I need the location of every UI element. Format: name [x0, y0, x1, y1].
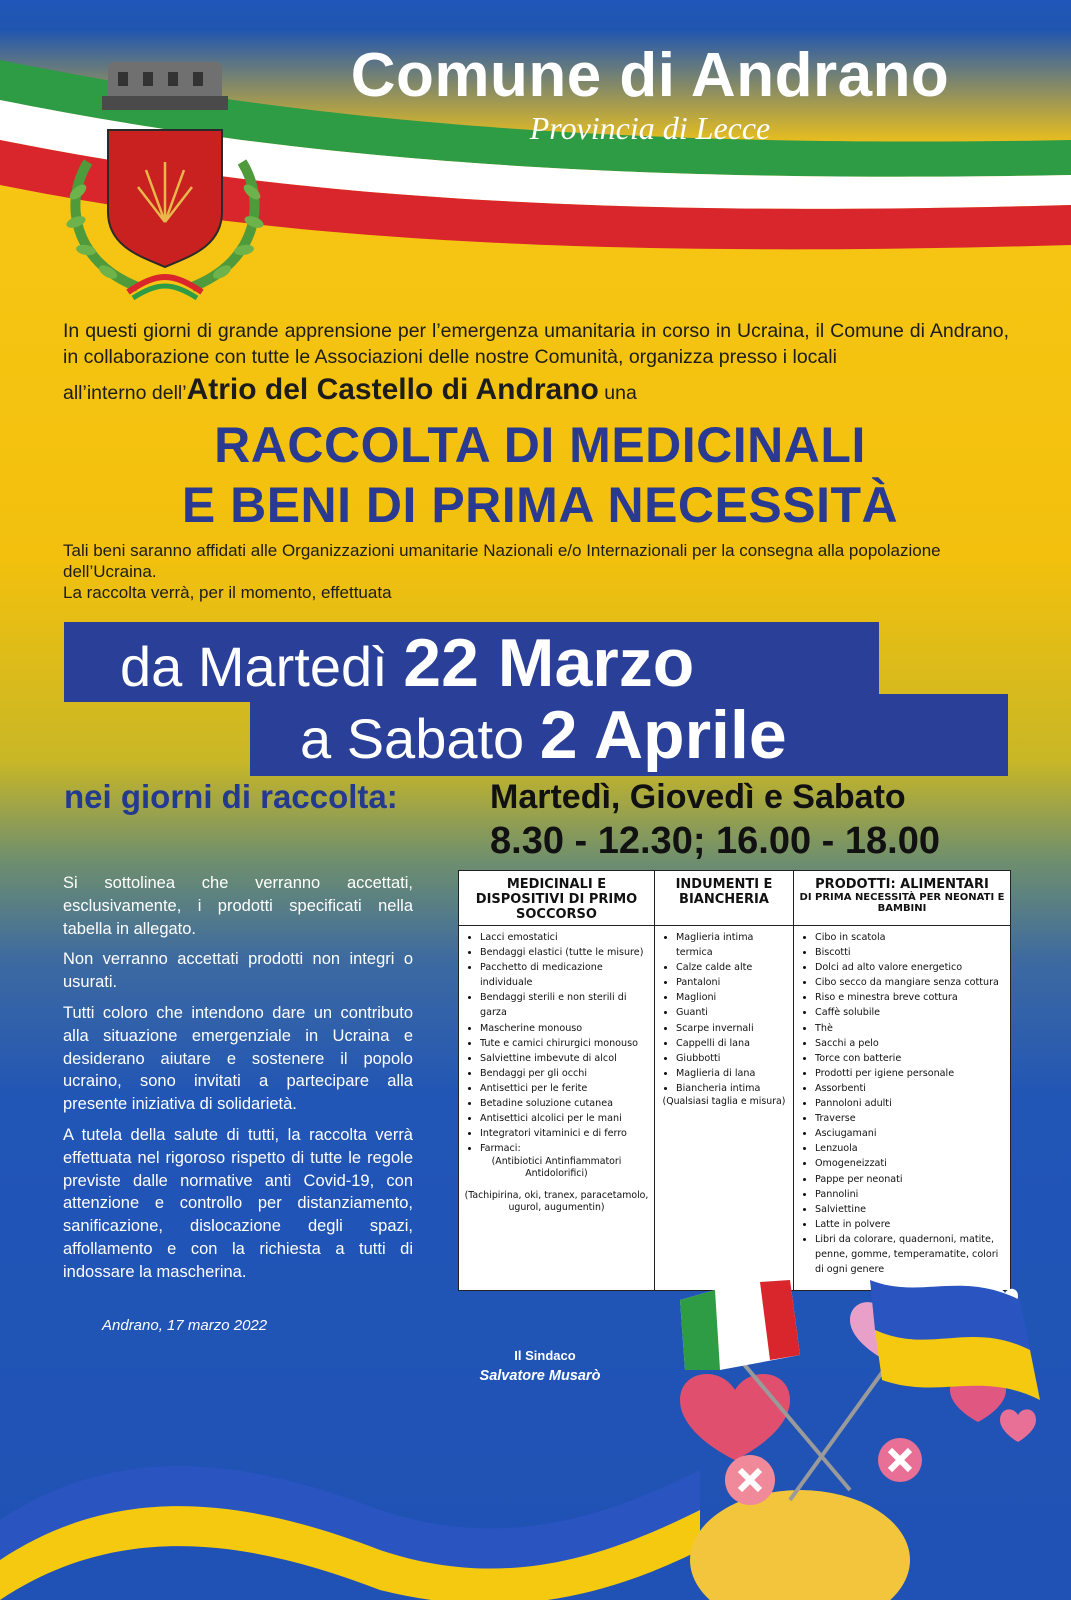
list-item: • Torce con batterie [815, 1051, 1007, 1066]
list-item: • Prodotti per igiene personale [815, 1066, 1007, 1081]
list-item: • Biancheria intima [676, 1081, 790, 1096]
info-paragraph-2: Non verranno accettati prodotti non integri o usurati. [63, 950, 413, 992]
list-item: • Bendaggi per gli occhi [480, 1066, 651, 1081]
list-item: • Caffè solubile [815, 1005, 1007, 1020]
list-item: • Dolci ad alto valore energetico [815, 960, 1007, 975]
prodotti-list [797, 930, 1007, 1277]
headline-line-2: E BENI DI PRIMA NECESSITÀ [181, 477, 899, 533]
schedule-days: Martedì, Giovedì e Sabato [490, 778, 906, 816]
date-to-value: 2 Aprile [539, 697, 787, 773]
schedule-hours: 8.30 - 12.30; 16.00 - 18.00 [490, 820, 940, 862]
list-item: • Mascherine monouso [480, 1021, 651, 1036]
intro-place-line [63, 373, 1009, 407]
list-item: • Cappelli di lana [676, 1036, 790, 1051]
intro-suffix: una [604, 382, 637, 404]
coat-of-arms-icon [58, 52, 272, 310]
page-subtitle: Provincia di Lecce [529, 110, 771, 146]
list-item: • Omogeneizzati [815, 1156, 1007, 1171]
list-item: • Libri da colorare, quadernoni, matite, penne, gomme, temperamatite, colori di ogni genere [815, 1232, 1007, 1277]
table-col-medicinali [459, 926, 655, 1291]
list-item: • Sacchi a pelo [815, 1036, 1007, 1051]
list-item: • Assorbenti [815, 1081, 1007, 1096]
headline [40, 415, 1040, 535]
list-item: • Riso e minestra breve cottura [815, 990, 1007, 1005]
list-item: • Pannolini [815, 1187, 1007, 1202]
table-col-indumenti [655, 926, 794, 1291]
info-paragraph-1: Si sottolinea che verranno accettati, esclusivamente, i prodotti specificati nella tabella in allegato. [63, 874, 413, 938]
ukraine-ribbon-decoration [0, 1400, 700, 1600]
list-item: • Antisettici alcolici per le mani [480, 1111, 651, 1126]
indumenti-list [658, 930, 790, 1096]
list-item: • Integratori vitaminici e di ferro [480, 1126, 651, 1141]
list-item: • Pannoloni adulti [815, 1096, 1007, 1111]
list-item: • Cibo secco da mangiare senza cottura [815, 975, 1007, 990]
list-item: • Pappe per neonati [815, 1172, 1007, 1187]
list-item: • Calze calde alte [676, 960, 790, 975]
schedule-label: nei giorni di raccolta: [64, 778, 398, 815]
mayor-name: Salvatore Musarò [479, 1368, 601, 1384]
table-header-prodotti: PRODOTTI: ALIMENTARI DI PRIMA NECESSITÀ PER NEONATI E BAMBINI [794, 871, 1011, 926]
date-to [300, 696, 787, 774]
list-item: • Maglieria intima termica [676, 930, 790, 960]
list-item: • Maglieria di lana [676, 1066, 790, 1081]
farmaci-note-2: (Tachipirina, oki, tranex, paracetamolo, ugurol, augumentin) [464, 1190, 649, 1214]
note-line-2: La raccolta verrà, per il momento, effettuata [63, 583, 392, 602]
list-item: • Scarpe invernali [676, 1021, 790, 1036]
info-paragraph-4: A tutela della salute di tutti, la raccolta verrà effettuata nel rigoroso rispetto di tutte le regole previste dalle normative anti Covid-19, con attenzione e controllo per distanziamento, sanificazione, dislocazione degli spazi, affollamento e con la richiesta a tutti di indossare la mascherina. [63, 1125, 413, 1281]
flags-and-hearts-decoration [620, 1260, 1071, 1600]
list-item: • Asciugamani [815, 1126, 1007, 1141]
table-col-prodotti [794, 926, 1011, 1291]
date-to-prefix: a Sabato [300, 707, 525, 770]
date-from [120, 624, 694, 702]
intro-prefix: all’interno dell’ [63, 382, 187, 404]
signature-date-place: Andrano, 17 marzo 2022 [102, 1317, 268, 1334]
list-item: • Guanti [676, 1005, 790, 1020]
list-item: • Betadine soluzione cutanea [480, 1096, 651, 1111]
farmaci-note-1: (Antibiotici Antinfiammatori Antidolorifici) [491, 1156, 622, 1180]
date-from-value: 22 Marzo [403, 625, 695, 701]
list-item: • Lenzuola [815, 1141, 1007, 1156]
goods-table [458, 870, 1011, 1291]
list-item: • Bendaggi elastici (tutte le misure) [480, 945, 651, 960]
info-text [63, 872, 413, 1292]
date-from-prefix: da Martedì [120, 635, 388, 698]
medicinali-list [462, 930, 651, 1156]
list-item: • Bendaggi sterili e non sterili di garza [480, 990, 651, 1020]
note-paragraph [63, 540, 1009, 603]
list-item: • Antisettici per le ferite [480, 1081, 651, 1096]
list-item: • Salviettine [815, 1202, 1007, 1217]
mayor-role: Il Sindaco [514, 1348, 576, 1363]
list-item: • Pantaloni [676, 975, 790, 990]
intro-paragraph: In questi giorni di grande apprensione per l’emergenza umanitaria in corso in Ucraina, il Comune di Andrano, in collaborazione con tutte le Associazioni delle nostre Comunità, organizza presso i locali [63, 320, 1009, 368]
list-item: • Pacchetto di medicazione individuale [480, 960, 651, 990]
note-line-1: Tali beni saranno affidati alle Organizzazioni umanitarie Nazionali e/o Internazionali per la consegna alla popolazione dell’Ucraina. [63, 541, 941, 581]
headline-line-1: RACCOLTA DI MEDICINALI [214, 417, 866, 473]
list-item: • Traverse [815, 1111, 1007, 1126]
table-header-indumenti: INDUMENTI E BIANCHERIA [655, 871, 794, 926]
list-item: • Latte in polvere [815, 1217, 1007, 1232]
list-item: • Cibo in scatola [815, 930, 1007, 945]
list-item: • Thè [815, 1021, 1007, 1036]
list-item: • Biscotti [815, 945, 1007, 960]
list-item: • Maglioni [676, 990, 790, 1005]
event-place: Atrio del Castello di Andrano [186, 373, 599, 406]
indumenti-note: (Qualsiasi taglia e misura) [662, 1096, 786, 1108]
list-item: • Lacci emostatici [480, 930, 651, 945]
table-header-medicinali: MEDICINALI E DISPOSITIVI DI PRIMO SOCCORSO [459, 871, 655, 926]
list-item: • Giubbotti [676, 1051, 790, 1066]
list-item: • Farmaci: [480, 1141, 651, 1156]
list-item: • Tute e camici chirurgici monouso [480, 1036, 651, 1051]
info-paragraph-3: Tutti coloro che intendono dare un contributo alla situazione emergenziale in Ucraina e desiderano aiutare e sostenere il popolo ucraino, sono invitati a partecipare alla presente iniziativa di solidarietà. [63, 1003, 413, 1114]
table-header-prodotti-sub: DI PRIMA NECESSITÀ PER NEONATI E BAMBINI [799, 892, 1005, 914]
page-title: Comune di Andrano [350, 41, 950, 110]
list-item: • Salviettine imbevute di alcol [480, 1051, 651, 1066]
